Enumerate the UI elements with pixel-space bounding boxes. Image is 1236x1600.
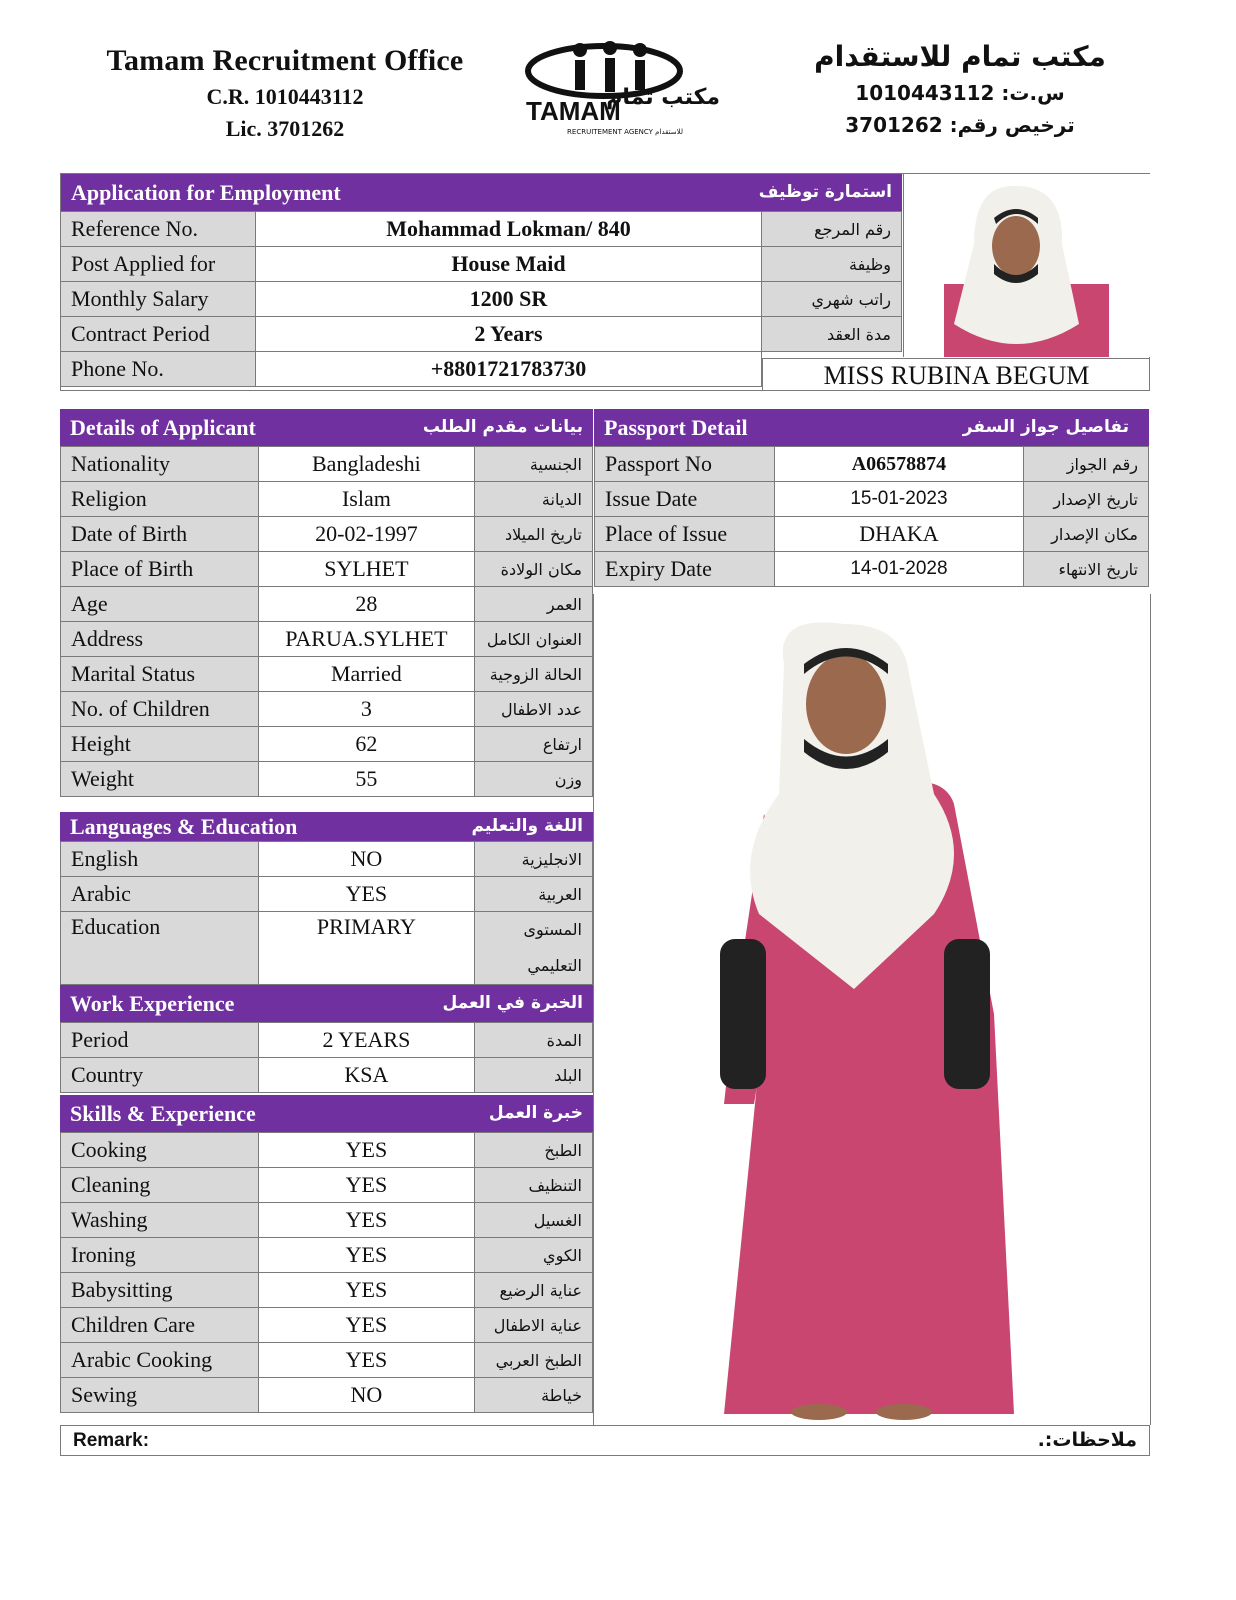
age-value: 28 — [258, 587, 475, 622]
applicant-full-photo — [593, 594, 1151, 1425]
cr-number-ar: س.ت: 1010443112 — [855, 81, 1065, 105]
pob-value: SYLHET — [258, 552, 475, 587]
arabic-label-ar: العربية — [475, 877, 593, 912]
table-row — [61, 727, 593, 762]
work-table — [60, 1022, 593, 1093]
post-value: House Maid — [255, 247, 761, 282]
table-row — [61, 1273, 593, 1308]
period-value: 2 YEARS — [258, 1023, 475, 1058]
children-value: 3 — [258, 692, 475, 727]
work-title-ar: الخبرة في العمل — [442, 993, 583, 1013]
address-value: PARUA.SYLHET — [258, 622, 475, 657]
dob-label-ar: تاريخ الميلاد — [475, 517, 593, 552]
marital-label: Marital Status — [61, 657, 259, 692]
reference-label: Reference No. — [61, 212, 256, 247]
nationality-label: Nationality — [61, 447, 259, 482]
license-number-ar: ترخيص رقم: 3701262 — [845, 113, 1075, 137]
marital-label-ar: الحالة الزوجية — [475, 657, 593, 692]
country-value: KSA — [258, 1058, 475, 1093]
religion-label: Religion — [61, 482, 259, 517]
dob-label: Date of Birth — [61, 517, 259, 552]
salary-label-ar: راتب شهري — [762, 282, 902, 317]
salary-label: Monthly Salary — [61, 282, 256, 317]
table-row — [61, 317, 902, 352]
ironing-label: Ironing — [61, 1238, 259, 1273]
cooking-label-ar: الطبخ — [475, 1133, 593, 1168]
cleaning-label-ar: التنظيف — [475, 1168, 593, 1203]
table-row — [61, 282, 902, 317]
skills-header — [60, 1095, 593, 1132]
passport-no-value: A06578874 — [774, 447, 1024, 482]
details-title-ar: بيانات مقدم الطلب — [422, 417, 583, 437]
english-label: English — [61, 842, 259, 877]
children-label-ar: عدد الاطفال — [475, 692, 593, 727]
nationality-value: Bangladeshi — [258, 447, 475, 482]
children-care-label-ar: عناية الاطفال — [475, 1308, 593, 1343]
cleaning-value: YES — [258, 1168, 474, 1203]
arabic-value: YES — [258, 877, 475, 912]
table-row — [61, 622, 593, 657]
work-title-en: Work Experience — [70, 991, 235, 1016]
skills-title-ar: خبرة العمل — [488, 1103, 583, 1123]
table-row — [595, 482, 1149, 517]
office-name-ar: مكتب تمام للاستقدام — [814, 40, 1106, 73]
religion-value: Islam — [258, 482, 475, 517]
post-label: Post Applied for — [61, 247, 256, 282]
languages-header — [60, 812, 593, 841]
table-row — [61, 1023, 593, 1058]
remark-label-ar: ملاحظات:. — [1037, 1429, 1137, 1451]
table-row — [61, 762, 593, 797]
table-row — [61, 587, 593, 622]
washing-value: YES — [258, 1203, 474, 1238]
tamam-logo — [520, 38, 730, 138]
languages-table — [60, 841, 593, 985]
weight-value: 55 — [258, 762, 475, 797]
details-table — [60, 446, 593, 797]
place-of-issue-label: Place of Issue — [595, 517, 775, 552]
place-of-issue-value: DHAKA — [774, 517, 1024, 552]
education-label: Education — [61, 912, 259, 985]
period-label: Period — [61, 1023, 259, 1058]
logo-text-ar: مكتب تمام — [606, 85, 720, 110]
children-label: No. of Children — [61, 692, 259, 727]
contract-value: 2 Years — [255, 317, 761, 352]
arabic-label: Arabic — [61, 877, 259, 912]
arabic-cooking-label-ar: الطبخ العربي — [475, 1343, 593, 1378]
reference-label-ar: رقم المرجع — [762, 212, 902, 247]
table-row — [61, 1203, 593, 1238]
arabic-cooking-label: Arabic Cooking — [61, 1343, 259, 1378]
arabic-cooking-value: YES — [258, 1343, 474, 1378]
education-label-ar — [475, 912, 593, 985]
table-row — [61, 552, 593, 587]
table-row — [61, 517, 593, 552]
nationality-label-ar: الجنسية — [475, 447, 593, 482]
table-row — [61, 1058, 593, 1093]
phone-value: +8801721783730 — [255, 352, 761, 387]
table-row — [61, 1343, 593, 1378]
marital-value: Married — [258, 657, 475, 692]
table-row — [61, 1238, 593, 1273]
babysitting-label-ar: عناية الرضيع — [475, 1273, 593, 1308]
country-label: Country — [61, 1058, 259, 1093]
sewing-value: NO — [258, 1378, 474, 1413]
table-row — [595, 552, 1149, 587]
cooking-label: Cooking — [61, 1133, 259, 1168]
expiry-date-label: Expiry Date — [595, 552, 775, 587]
office-name-en: Tamam Recruitment Office — [106, 44, 464, 77]
children-care-value: YES — [258, 1308, 474, 1343]
table-row — [595, 447, 1149, 482]
address-label: Address — [61, 622, 259, 657]
pob-label: Place of Birth — [61, 552, 259, 587]
license-number-en: Lic. 3701262 — [225, 116, 345, 141]
table-row — [61, 1168, 593, 1203]
age-label: Age — [61, 587, 259, 622]
table-row — [61, 912, 593, 985]
passport-header — [594, 409, 1149, 446]
office-header-en — [60, 44, 510, 142]
application-header — [61, 174, 902, 211]
expiry-date-value: 14-01-2028 — [774, 552, 1024, 587]
babysitting-label: Babysitting — [61, 1273, 259, 1308]
washing-label: Washing — [61, 1203, 259, 1238]
skills-title-en: Skills & Experience — [70, 1101, 256, 1126]
logo-subtext: RECRUITEMENT AGENCY للاستقدام — [567, 128, 683, 136]
work-header — [60, 985, 593, 1022]
washing-label-ar: الغسيل — [475, 1203, 593, 1238]
education-label-ar-line1: المستوى — [523, 920, 582, 939]
languages-title-en: Languages & Education — [70, 814, 298, 839]
table-row — [61, 692, 593, 727]
details-header — [60, 409, 593, 446]
skills-table — [60, 1132, 593, 1413]
height-value: 62 — [258, 727, 475, 762]
passport-title-en: Passport Detail — [604, 415, 748, 440]
education-label-ar-line2: التعليمي — [527, 956, 582, 975]
details-title-en: Details of Applicant — [70, 415, 256, 440]
passport-no-label-ar: رقم الجواز — [1024, 447, 1149, 482]
cr-number-en: C.R. 1010443112 — [206, 84, 364, 109]
address-label-ar: العنوان الكامل — [475, 622, 593, 657]
sewing-label-ar: خياطة — [475, 1378, 593, 1413]
religion-label-ar: الديانة — [475, 482, 593, 517]
dob-value: 20-02-1997 — [258, 517, 475, 552]
applicant-portrait — [903, 174, 1150, 357]
pob-label-ar: مكان الولادة — [475, 552, 593, 587]
table-row — [61, 1378, 593, 1413]
passport-title-ar: تفاصيل جواز السفر — [962, 417, 1129, 437]
table-row — [61, 212, 902, 247]
table-row — [61, 877, 593, 912]
issue-date-label-ar: تاريخ الإصدار — [1024, 482, 1149, 517]
table-row — [595, 517, 1149, 552]
reference-value: Mohammad Lokman/ 840 — [255, 212, 761, 247]
weight-label-ar: وزن — [475, 762, 593, 797]
contract-label-ar: مدة العقد — [762, 317, 902, 352]
cleaning-label: Cleaning — [61, 1168, 259, 1203]
table-row — [61, 447, 593, 482]
babysitting-value: YES — [258, 1273, 474, 1308]
period-label-ar: المدة — [475, 1023, 593, 1058]
cooking-value: YES — [258, 1133, 474, 1168]
application-title-ar: استمارة توظيف — [758, 182, 892, 202]
age-label-ar: العمر — [475, 587, 593, 622]
table-row — [61, 482, 593, 517]
passport-no-label: Passport No — [595, 447, 775, 482]
weight-label: Weight — [61, 762, 259, 797]
table-row — [61, 247, 902, 282]
post-label-ar: وظيفة — [762, 247, 902, 282]
children-care-label: Children Care — [61, 1308, 259, 1343]
country-label-ar: البلد — [475, 1058, 593, 1093]
contract-label: Contract Period — [61, 317, 256, 352]
salary-value: 1200 SR — [255, 282, 761, 317]
passport-table — [594, 446, 1149, 587]
expiry-date-label-ar: تاريخ الانتهاء — [1024, 552, 1149, 587]
education-value: PRIMARY — [258, 912, 475, 985]
ironing-value: YES — [258, 1238, 474, 1273]
table-row — [61, 1133, 593, 1168]
application-title-en: Application for Employment — [71, 180, 341, 205]
office-header-ar — [810, 40, 1110, 137]
applicant-name: MISS RUBINA BEGUM — [762, 358, 1150, 391]
english-label-ar: الانجليزية — [475, 842, 593, 877]
logo-text-en: TAMAM — [526, 96, 621, 126]
height-label: Height — [61, 727, 259, 762]
sewing-label: Sewing — [61, 1378, 259, 1413]
remark-row — [60, 1425, 1150, 1456]
issue-date-value: 15-01-2023 — [774, 482, 1024, 517]
table-row — [61, 842, 593, 877]
remark-label-en: Remark: — [73, 1430, 150, 1451]
table-row — [61, 657, 593, 692]
phone-label: Phone No. — [61, 352, 256, 387]
height-label-ar: ارتفاع — [475, 727, 593, 762]
english-value: NO — [258, 842, 475, 877]
ironing-label-ar: الكوي — [475, 1238, 593, 1273]
issue-date-label: Issue Date — [595, 482, 775, 517]
table-row — [61, 1308, 593, 1343]
languages-title-ar: اللغة والتعليم — [471, 816, 583, 836]
place-of-issue-label-ar: مكان الإصدار — [1024, 517, 1149, 552]
